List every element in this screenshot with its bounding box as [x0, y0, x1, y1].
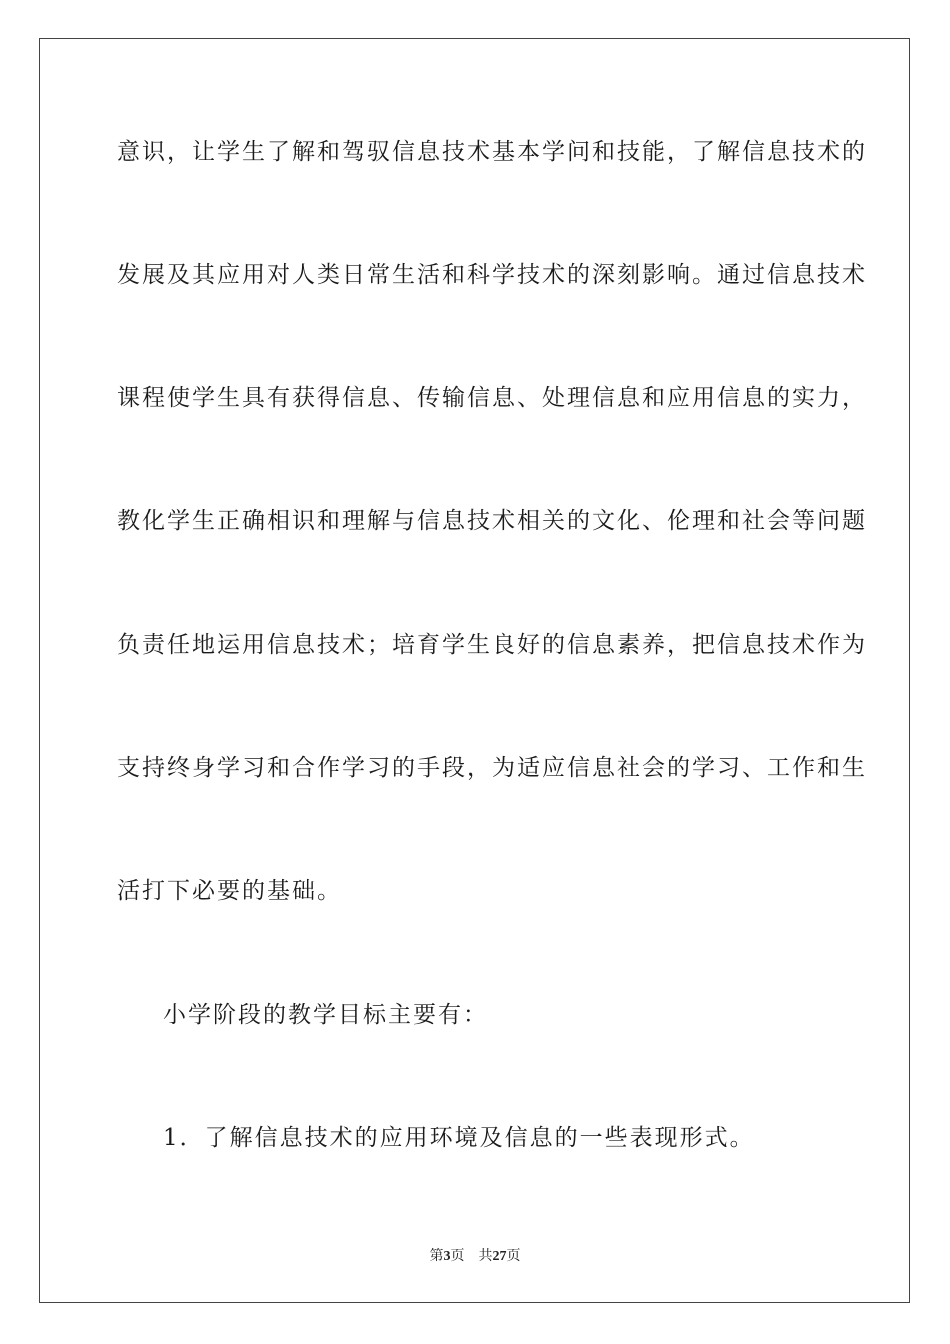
page-number: 3 — [443, 1249, 451, 1264]
page-footer — [0, 1247, 950, 1266]
body-line-4: 教化学生正确相识和理解与信息技术相关的文化、伦理和社会等问题 — [117, 508, 867, 534]
body-line-5: 负责任地运用信息技术；培育学生良好的信息素养，把信息技术作为 — [117, 632, 867, 658]
page-suffix: 页 — [450, 1248, 465, 1264]
total-suffix: 页 — [506, 1248, 521, 1264]
body-line-2: 发展及其应用对人类日常生活和科学技术的深刻影响。通过信息技术 — [117, 262, 867, 288]
body-line-1: 意识，让学生了解和驾驭信息技术基本学问和技能，了解信息技术的 — [117, 139, 867, 165]
total-pages: 27 — [492, 1249, 507, 1264]
page-border — [39, 38, 910, 1303]
total-prefix: 共 — [478, 1248, 493, 1264]
body-line-3: 课程使学生具有获得信息、传输信息、处理信息和应用信息的实力， — [117, 385, 867, 411]
body-line-7: 活打下必要的基础。 — [117, 878, 342, 904]
list-item-1: 1．了解信息技术的应用环境及信息的一些表现形式。 — [163, 1125, 755, 1151]
paragraph-intro: 小学阶段的教学目标主要有： — [163, 1002, 488, 1028]
body-line-6: 支持终身学习和合作学习的手段，为适应信息社会的学习、工作和生 — [117, 755, 867, 781]
page-prefix: 第 — [429, 1248, 444, 1264]
